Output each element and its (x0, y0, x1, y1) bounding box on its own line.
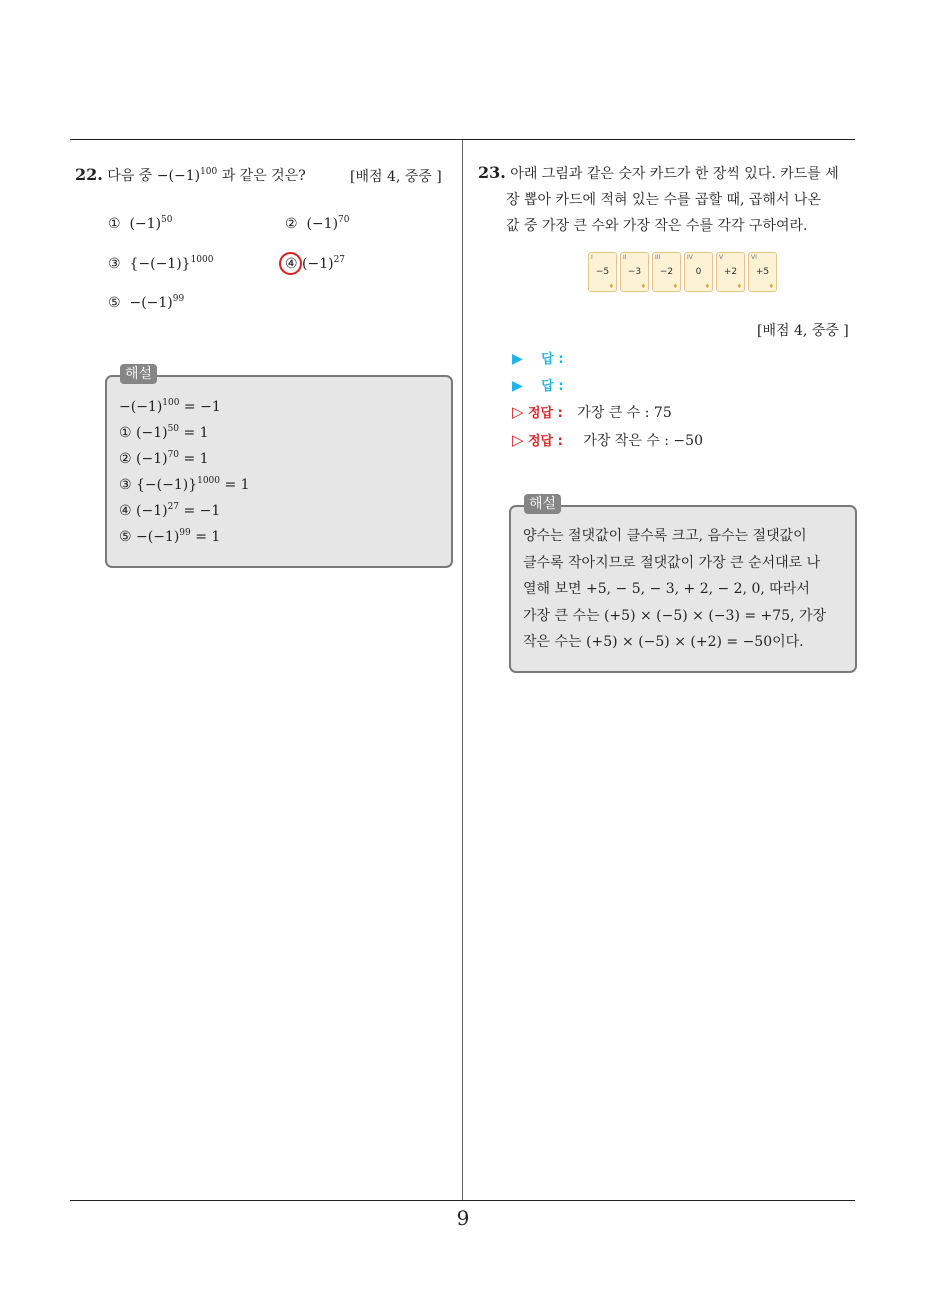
q22-solution-line: ① $(-1)^{50} = 1$ (119, 424, 209, 441)
card-suit-icon: ♦ (736, 283, 742, 290)
q22-option-2[interactable] (285, 216, 349, 232)
card-corner: I (591, 254, 593, 261)
q22-stem-sup: 100 (200, 167, 218, 177)
option-sup: 70 (338, 215, 350, 225)
q22-solution-line: ② $(-1)^{70} = 1$ (119, 450, 209, 467)
number-card (588, 252, 617, 292)
q22-option-3[interactable] (108, 256, 213, 272)
option-sup: 50 (161, 215, 173, 225)
bottom-rule (70, 1200, 855, 1201)
triangle-filled-icon: ▶ (512, 378, 523, 394)
q23-solution-line: 클수록 작아지므로 절댓값이 가장 큰 순서대로 나 (523, 554, 821, 571)
q23-solution-box (509, 505, 857, 673)
q23-solution-tag: 해설 (524, 494, 561, 514)
q23-score: [배점 4, 중중 ] (757, 323, 849, 339)
card-suit-icon: ♦ (672, 283, 678, 290)
q22-number: 22. (75, 165, 103, 184)
answer-row-2 (512, 430, 703, 450)
card-value: +5 (755, 267, 770, 277)
answer-row-1 (512, 402, 672, 422)
q22-stem (75, 165, 306, 185)
number-card (652, 252, 681, 292)
q22-option-1[interactable] (108, 216, 172, 232)
option-mark: ② (285, 216, 298, 232)
option-base: −(−1) (129, 295, 173, 311)
column-divider (462, 140, 463, 1201)
card-corner: IV (687, 254, 693, 261)
answer-label: 정답 : (528, 434, 563, 449)
q22-solution-box (105, 375, 453, 568)
answer-blank-row-1[interactable] (512, 348, 564, 367)
q23-solution-line: 작은 수는 (+5) × (−5) × (+2) = −50이다. (523, 634, 804, 650)
q23-line-2: 장 뽑아 카드에 적혀 있는 수를 곱할 때, 곱해서 나온 (506, 192, 821, 208)
q23-number: 23. (478, 163, 506, 182)
card-suit-icon: ♦ (640, 283, 646, 290)
answer-label: 정답 : (528, 406, 563, 421)
card-corner: II (623, 254, 627, 261)
number-card (684, 252, 713, 292)
triangle-outline-icon: ▷ (512, 403, 524, 421)
q22-solution-line: ④ $(-1)^{27} = -1$ (119, 502, 221, 519)
q22-solution-line: ⑤ $-(-1)^{99} = 1$ (119, 528, 221, 545)
q22-stem-tail: 과 같은 것은? (217, 168, 306, 184)
option-base: (−1) (302, 256, 334, 272)
option-base: (−1) (129, 216, 162, 232)
option-sup: 27 (333, 255, 346, 265)
card-value: −2 (659, 267, 674, 277)
number-card (748, 252, 777, 292)
option-mark: ④ (285, 256, 298, 272)
card-suit-icon: ♦ (608, 283, 614, 290)
card-corner: V (719, 254, 724, 261)
number-card (716, 252, 745, 292)
card-suit-icon: ♦ (704, 283, 710, 290)
q23-solution-line: 가장 큰 수는 (+5) × (−5) × (−3) = +75, 가장 (523, 607, 827, 624)
answer-min: 가장 작은 수 : −50 (583, 433, 703, 449)
q23-line-3: 값 중 가장 큰 수와 가장 작은 수를 각각 구하여라. (506, 218, 808, 234)
answer-blank-row-2[interactable] (512, 375, 564, 394)
card-value: −5 (595, 267, 610, 277)
card-suit-icon: ♦ (768, 283, 774, 290)
card-value: +2 (723, 267, 738, 277)
card-value: 0 (695, 267, 702, 277)
q23-stem (478, 160, 858, 239)
q23-line-1: 아래 그림과 같은 숫자 카드가 한 장씩 있다. 카드를 세 (510, 166, 839, 182)
answer-blank-label: 답 : (541, 352, 564, 367)
answer-max: 가장 큰 수 : 75 (577, 405, 672, 421)
option-sup: 99 (172, 294, 185, 304)
option-mark: ⑤ (108, 295, 121, 311)
option-mark: ③ (108, 256, 121, 272)
q23-solution-line: 양수는 절댓값이 클수록 크고, 음수는 절댓값이 (523, 528, 807, 544)
card-corner: VI (751, 254, 757, 261)
q22-score: [배점 4, 중중 ] (350, 169, 442, 185)
answer-blank-label: 답 : (541, 379, 564, 394)
option-mark: ① (108, 216, 121, 232)
triangle-filled-icon: ▶ (512, 351, 523, 367)
option-sup: 1000 (190, 255, 214, 265)
q22-solution-tag: 해설 (120, 364, 157, 384)
page-number: 9 (456, 1206, 470, 1230)
option-base: {−(−1)} (129, 256, 191, 272)
q23-solution-text (523, 523, 826, 656)
q22-solution-line: ③ $\{-(-1)\}^{1000} = 1$ (119, 476, 250, 493)
card-corner: III (655, 254, 661, 261)
triangle-outline-icon: ▷ (512, 431, 524, 449)
q23-solution-line: 열해 보면 +5, − 5, − 3, + 2, − 2, 0, 따라서 (523, 581, 810, 597)
q22-stem-text: 다음 중 −(−1) (107, 168, 201, 184)
option-base: (−1) (306, 216, 339, 232)
q22-option-4[interactable] (285, 256, 345, 272)
q22-option-5[interactable] (108, 295, 184, 311)
number-card (620, 252, 649, 292)
card-value: −3 (627, 267, 642, 277)
q22-solution-line: $-(-1)^{100} = -1$ (119, 398, 221, 415)
